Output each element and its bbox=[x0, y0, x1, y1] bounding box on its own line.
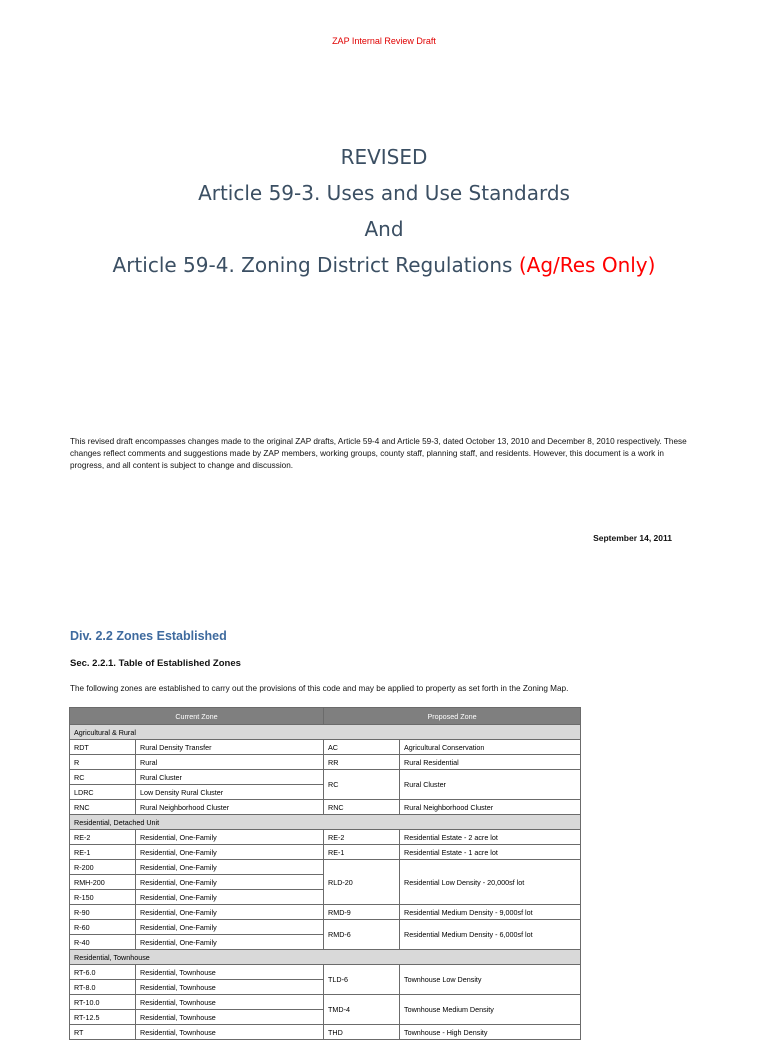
current-name: Residential, One-Family bbox=[136, 920, 324, 935]
current-code: RT-12.5 bbox=[70, 1010, 136, 1025]
group-label: Agricultural & Rural bbox=[70, 725, 581, 740]
table-row bbox=[70, 920, 581, 935]
col-header-current-zone: Current Zone bbox=[70, 708, 324, 725]
proposed-code: RLD-20 bbox=[324, 860, 400, 905]
current-code: RMH-200 bbox=[70, 875, 136, 890]
proposed-name: Townhouse Low Density bbox=[400, 965, 581, 995]
current-code: RT bbox=[70, 1025, 136, 1040]
current-name: Rural Cluster bbox=[136, 770, 324, 785]
current-code: R-150 bbox=[70, 890, 136, 905]
group-row bbox=[70, 725, 581, 740]
group-row bbox=[70, 950, 581, 965]
table-row bbox=[70, 740, 581, 755]
table-row bbox=[70, 905, 581, 920]
current-code: R-60 bbox=[70, 920, 136, 935]
table-row bbox=[70, 860, 581, 875]
current-name: Residential, Townhouse bbox=[136, 1010, 324, 1025]
current-code: RT-10.0 bbox=[70, 995, 136, 1010]
current-code: R bbox=[70, 755, 136, 770]
group-row bbox=[70, 815, 581, 830]
current-name: Rural bbox=[136, 755, 324, 770]
table-row bbox=[70, 830, 581, 845]
proposed-name: Townhouse Medium Density bbox=[400, 995, 581, 1025]
intro-paragraph: This revised draft encompasses changes made to the original ZAP drafts, Article 59-4 and Article 59-3, dated October 13, 2010 and December 8, 2010 respectively. These changes reflect comments and suggestions made by ZAP members, working groups, county staff, planning staff, and residents. However, this document is a work in progress, and all content is subject to change and discussion. bbox=[70, 437, 687, 470]
proposed-code: RMD-6 bbox=[324, 920, 400, 950]
title-article-59-4-text: Article 59-4. Zoning District Regulations bbox=[112, 253, 519, 277]
title-ag-res-only: (Ag/Res Only) bbox=[518, 253, 656, 277]
table-row bbox=[70, 995, 581, 1010]
current-code: R-40 bbox=[70, 935, 136, 950]
proposed-name: Townhouse - High Density bbox=[400, 1025, 581, 1040]
table-row bbox=[70, 800, 581, 815]
current-name: Residential, One-Family bbox=[136, 890, 324, 905]
group-label: Residential, Townhouse bbox=[70, 950, 581, 965]
page-header: ZAP Internal Review Draft bbox=[332, 36, 436, 46]
proposed-code: AC bbox=[324, 740, 400, 755]
proposed-code: TLD-6 bbox=[324, 965, 400, 995]
current-name: Low Density Rural Cluster bbox=[136, 785, 324, 800]
current-code: LDRC bbox=[70, 785, 136, 800]
current-name: Residential, Townhouse bbox=[136, 995, 324, 1010]
table-row bbox=[70, 845, 581, 860]
proposed-code: RNC bbox=[324, 800, 400, 815]
proposed-name: Residential Medium Density - 9,000sf lot bbox=[400, 905, 581, 920]
proposed-name: Residential Estate - 1 acre lot bbox=[400, 845, 581, 860]
current-name: Residential, One-Family bbox=[136, 905, 324, 920]
current-code: RT-8.0 bbox=[70, 980, 136, 995]
current-code: RDT bbox=[70, 740, 136, 755]
proposed-code: RMD-9 bbox=[324, 905, 400, 920]
current-name: Rural Neighborhood Cluster bbox=[136, 800, 324, 815]
current-code: RE-2 bbox=[70, 830, 136, 845]
current-code: RT-6.0 bbox=[70, 965, 136, 980]
table-intro: The following zones are established to carry out the provisions of this code and may be applied to property as set forth in the Zoning Map. bbox=[70, 684, 569, 693]
col-header-proposed-zone: Proposed Zone bbox=[324, 708, 581, 725]
current-code: RC bbox=[70, 770, 136, 785]
proposed-name: Residential Low Density - 20,000sf lot bbox=[400, 860, 581, 905]
current-name: Residential, One-Family bbox=[136, 845, 324, 860]
current-name: Residential, One-Family bbox=[136, 830, 324, 845]
proposed-code: THD bbox=[324, 1025, 400, 1040]
table-row bbox=[70, 755, 581, 770]
title-article-59-3: Article 59-3. Uses and Use Standards bbox=[198, 181, 570, 205]
current-name: Residential, One-Family bbox=[136, 935, 324, 950]
proposed-name: Rural Neighborhood Cluster bbox=[400, 800, 581, 815]
proposed-name: Residential Medium Density - 6,000sf lot bbox=[400, 920, 581, 950]
document-title bbox=[0, 142, 768, 286]
division-heading: Div. 2.2 Zones Established bbox=[70, 629, 227, 643]
proposed-name: Rural Residential bbox=[400, 755, 581, 770]
title-revised: REVISED bbox=[340, 145, 428, 169]
proposed-name: Rural Cluster bbox=[400, 770, 581, 800]
table-row bbox=[70, 965, 581, 980]
current-name: Residential, One-Family bbox=[136, 875, 324, 890]
current-code: RNC bbox=[70, 800, 136, 815]
proposed-name: Agricultural Conservation bbox=[400, 740, 581, 755]
proposed-code: TMD-4 bbox=[324, 995, 400, 1025]
table-row bbox=[70, 770, 581, 785]
current-name: Residential, Townhouse bbox=[136, 1025, 324, 1040]
current-name: Rural Density Transfer bbox=[136, 740, 324, 755]
current-name: Residential, Townhouse bbox=[136, 965, 324, 980]
title-and: And bbox=[364, 217, 404, 241]
proposed-code: RC bbox=[324, 770, 400, 800]
proposed-code: RE-2 bbox=[324, 830, 400, 845]
current-code: R-200 bbox=[70, 860, 136, 875]
current-name: Residential, Townhouse bbox=[136, 980, 324, 995]
proposed-name: Residential Estate - 2 acre lot bbox=[400, 830, 581, 845]
document-date: September 14, 2011 bbox=[593, 533, 672, 543]
current-name: Residential, One-Family bbox=[136, 860, 324, 875]
group-label: Residential, Detached Unit bbox=[70, 815, 581, 830]
proposed-code: RE-1 bbox=[324, 845, 400, 860]
section-heading: Sec. 2.2.1. Table of Established Zones bbox=[70, 658, 241, 669]
title-article-59-4 bbox=[0, 250, 768, 286]
table-row bbox=[70, 1025, 581, 1040]
table-header-row bbox=[70, 708, 581, 725]
current-code: RE-1 bbox=[70, 845, 136, 860]
zones-table bbox=[69, 707, 581, 1040]
proposed-code: RR bbox=[324, 755, 400, 770]
current-code: R-90 bbox=[70, 905, 136, 920]
